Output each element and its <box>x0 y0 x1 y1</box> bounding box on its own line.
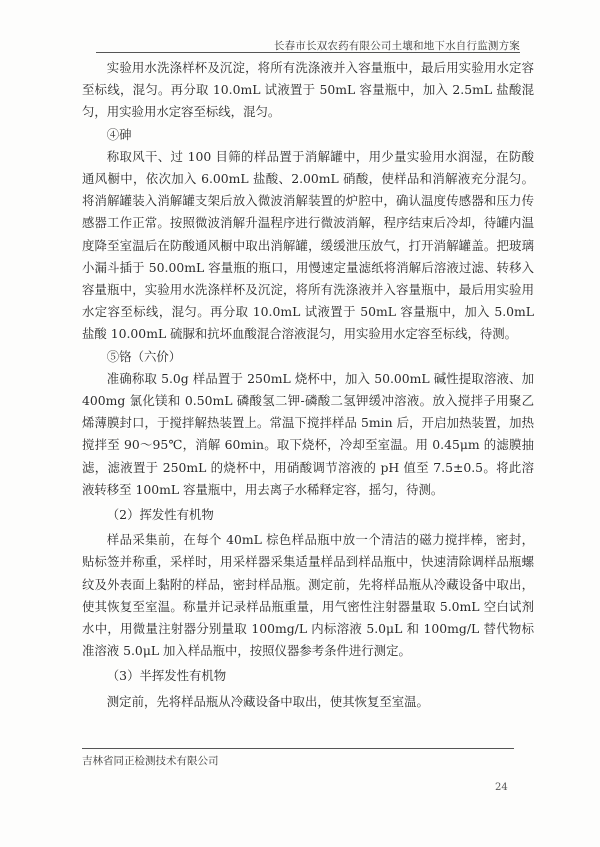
header-divider <box>96 52 520 53</box>
footer-divider <box>82 748 514 749</box>
document-body <box>82 57 534 713</box>
paragraph: 样品采集前，在每个 40mL 棕色样品瓶中放一个清洁的磁力搅拌棒，密封，贴标签并称重，采样时，用采样器采集适量样品到样品瓶中，快速清除调样品瓶螺纹及外表面上黏附的样品，密封样品瓶。测定前，先将样品瓶从冷藏设备中取出，使其恢复至室温。称量并记录样品瓶重量，用气密性注射器量取 5.0mL 空白试剂水中，用微量注射器分别量取 100mg/L 内标溶液 5.0μL 和 100mg/L 替代物标准溶液 5.0μL 加入样品瓶中，按照仪器参考条件进行测定。 <box>82 532 534 659</box>
paragraph: 实验用水洗涤样杯及沉淀，将所有洗涤液并入容量瓶中，最后用实验用水定容至标线，混匀。再分取 10.0mL 试液置于 50mL 容量瓶中，加入 2.5mL 盐酸混匀，用实验用水定容至标线，混匀。 <box>82 60 534 120</box>
section-heading-chromium: ⑤铬（六价） <box>106 348 182 364</box>
paragraph: 称取风干、过 100 目筛的样品置于消解罐中，用少量实验用水润湿，在防酸通风橱中，依次加入 6.00mL 盐酸、2.00mL 硝酸，使样品和消解液充分混匀。将消解罐装入消解罐支架后放入微波消解装置的炉腔中，确认温度传感器和压力传感器工作正常。按照微波消解升温程序进行微波消解，程序结束后冷却，待罐内温度降至室温后在防酸通风橱中取出消解罐，缓缓泄压放气，打开消解罐盖。把玻璃小漏斗插于 50.00mL 容量瓶的瓶口，用慢速定量滤纸将消解后溶液过滤、转移入容量瓶中，实验用水洗涤样杯及沉淀，将所有洗涤液并入容量瓶中，最后用实验用水定容至标线，混匀。再分取 10.0mL 试液置于 50mL 容量瓶中，加入 5.0mL 盐酸 10.00mL 硫脲和抗坏血酸混合溶液混匀，用实验用水定容至标线，待测。 <box>82 148 534 342</box>
page-header: 长春市长双农药有限公司土壤和地下水自行监测方案 <box>273 40 520 52</box>
section-heading-svoc: （3）半挥发性有机物 <box>106 668 227 684</box>
paragraph: 准确称取 5.0g 样品置于 250mL 烧杯中，加入 50.00mL 碱性提取溶液、加 400mg 氯化镁和 0.50mL 磷酸氢二钾-磷酸二氢钾缓冲溶液。放入搅拌子用聚乙烯薄膜封口，于搅拌解热装置上。常温下搅拌样品 5min 后，开启加热装置，加热搅拌至 90～95℃，消解 60min。取下烧杯，冷却至室温。用 0.45μm 的滤膜抽滤，滤液置于 250mL 的烧杯中，用硝酸调节溶液的 pH 值至 7.5±0.5。将此溶液转移至 100mL 容量瓶中，用去离子水稀释定容，摇匀，待测。 <box>82 370 534 497</box>
footer-company: 吉林省同正检测技术有限公司 <box>82 755 219 767</box>
paragraph: 测定前，先将样品瓶从冷藏设备中取出，使其恢复至室温。 <box>106 693 429 709</box>
section-heading-voc: （2）挥发性有机物 <box>106 507 214 523</box>
page-number: 24 <box>495 782 508 793</box>
section-heading-arsenic: ④砷 <box>106 126 132 142</box>
